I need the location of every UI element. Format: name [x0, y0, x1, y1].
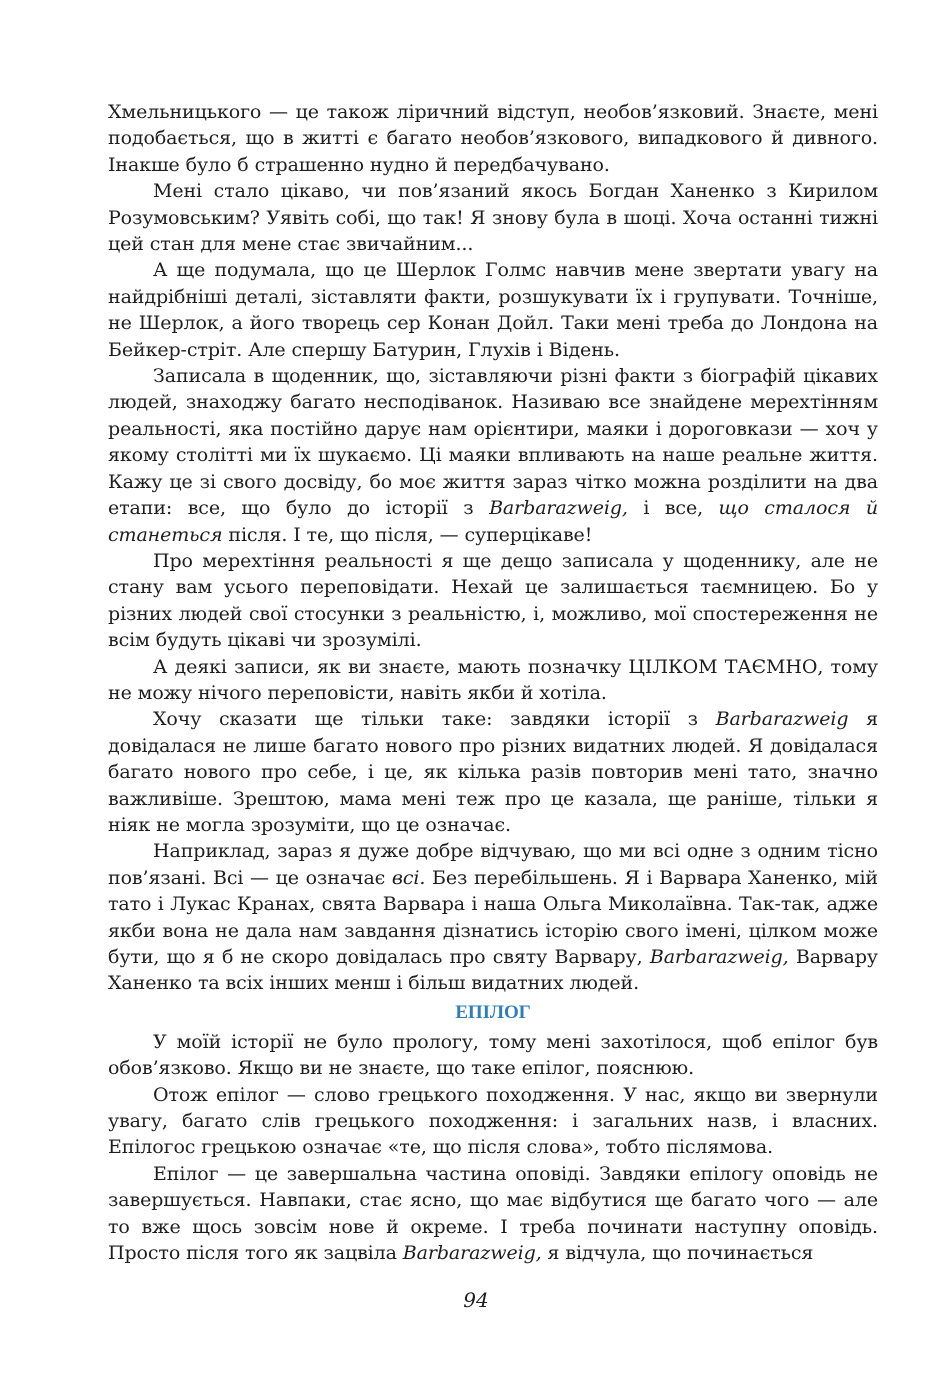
- paragraph: [108, 1029, 878, 1082]
- text-run: Отож епілог — слово грецького походження. У нас, якщо ви звернули увагу, багато слів грецького походження: і загальних назв, і власних. Епілогос грецькою означає «те, що після слова», тобто післямова.: [108, 1083, 878, 1159]
- italic-text: Barbarazweig: [715, 708, 849, 731]
- text-run: Наприклад, зараз я дуже добре відчуваю, що ми всі одне з одним тісно пов’язані. Всі — це означає: [108, 840, 878, 889]
- paragraph: [108, 178, 878, 257]
- paragraph: [108, 838, 878, 996]
- text-run: А ще подумала, що це Шерлок Голмс навчив мене звертати увагу на найдрібніші деталі, зіставляти факти, розшукувати їх і групувати. Точніше, не Шерлок, а його творець сер Конан Дойл. Таки мені треба до Лондона на Бейкер-стріт. Але спершу Батурин, Глухів і Відень.: [108, 259, 878, 361]
- text-run: А деякі записи, як ви знаєте, мають позначку ЦІЛКОМ ТАЄМНО, тому не можу нічого переповісти, навіть якби й хотіла.: [108, 655, 878, 704]
- main-paragraphs: [108, 99, 878, 997]
- italic-text: що сталося й станеться: [108, 497, 878, 546]
- paragraph: [108, 363, 878, 548]
- text-run: Варвару Ханенко та всіх інших менш і більш видатних людей.: [108, 946, 879, 995]
- epilogue-paragraphs: [108, 1029, 878, 1267]
- text-run: Без перебільшень. Я і Варвара Ханенко, мій тато і Лукас Кранах, свята Варвара і наша Ольга Миколаївна. Так-так, адже якби вона не дала нам завдання дізнатись історію свого імені, цілком може бути, що я б не скоро довідалась про святу Варвару,: [108, 866, 878, 968]
- body-text: [108, 99, 878, 1266]
- text-run: і все,: [627, 497, 719, 520]
- italic-text: Barbarazweig,: [649, 946, 789, 968]
- text-run: після. І те, що після, — суперцікаве!: [222, 523, 593, 546]
- paragraph: [108, 654, 878, 707]
- text-run: Про мерехтіння реальності я ще дещо записала у щоденнику, але не стану вам усього переповідати. Нехай це залишається таємницею. Бо у різних людей свої стосунки з реальністю, і, можливо, мої спостереження не всім будуть цікаві чи зрозумілі.: [108, 549, 878, 652]
- text-run: Мені стало цікаво, чи пов’язаний якось Богдан Ханенко з Кирилом Розумовським? Уявіть собі, що так! Я знову була в шоці. Хоча останні тижні цей стан для мене стає звичайним...: [108, 180, 878, 256]
- text-run: я відчула, що починається: [541, 1242, 814, 1265]
- paragraph: [108, 257, 878, 363]
- italic-text: Barbarazweig,: [489, 497, 628, 520]
- text-run: Записала в щоденник, що, зіставляючи різні факти з біографій цікавих людей, знаходжу багато несподіванок. Називаю все знайдене мерехтінням реальності, яка постійно дарує нам орієнтири, маяки і дороговкази — хоч у якому столітті ми їх шукаємо. Ці маяки впливають на наше реальне життя. Кажу це зі свого досвіду, бо моє життя зараз чітко можна розділити на два етапи: все, що було до історії з: [108, 365, 878, 520]
- paragraph: [108, 548, 878, 654]
- italic-text: всі.: [391, 866, 426, 889]
- page-number: 94: [463, 1288, 489, 1312]
- text-run: У моїй історії не було прологу, тому мені захотілося, щоб епілог був обов’язково. Якщо ви не знаєте, що таке епілог, пояснюю.: [108, 1030, 878, 1080]
- italic-text: Barbarazweig,: [402, 1242, 542, 1265]
- text-run: Хмельницького — це також ліричний відступ, необов’язковий. Знаєте, мені подобається, що в житті є багато необов’язкового, випадкового й дивного. Інакше було б страшенно нудно й передбачувано.: [108, 101, 878, 176]
- text-run: я довідалася не лише багато нового про різних видатних людей. Я довідалася багато нового про себе, і це, як кілька разів повторив мені тато, значно важливіше. Зрештою, мама мені теж про це казала, ще раніше, тільки я ніяк не могла зрозуміти, що це означає.: [108, 708, 878, 836]
- text-run: Хочу сказати ще тільки таке: завдяки історії з: [153, 708, 716, 731]
- text-run: Епілог — це завершальна частина оповіді. Завдяки епілогу оповідь не завершується. Навпаки, стає ясно, що має відбутися ще багато чого — але то вже щось зовсім нове й окреме. І треба починати наступну оповідь. Просто після того як зацвіла: [108, 1162, 878, 1265]
- paragraph: [108, 1161, 878, 1267]
- paragraph: [108, 706, 878, 838]
- paragraph: [108, 99, 878, 178]
- epilogue-heading: ЕПІЛОГ: [455, 1001, 531, 1023]
- paragraph: [108, 1082, 878, 1161]
